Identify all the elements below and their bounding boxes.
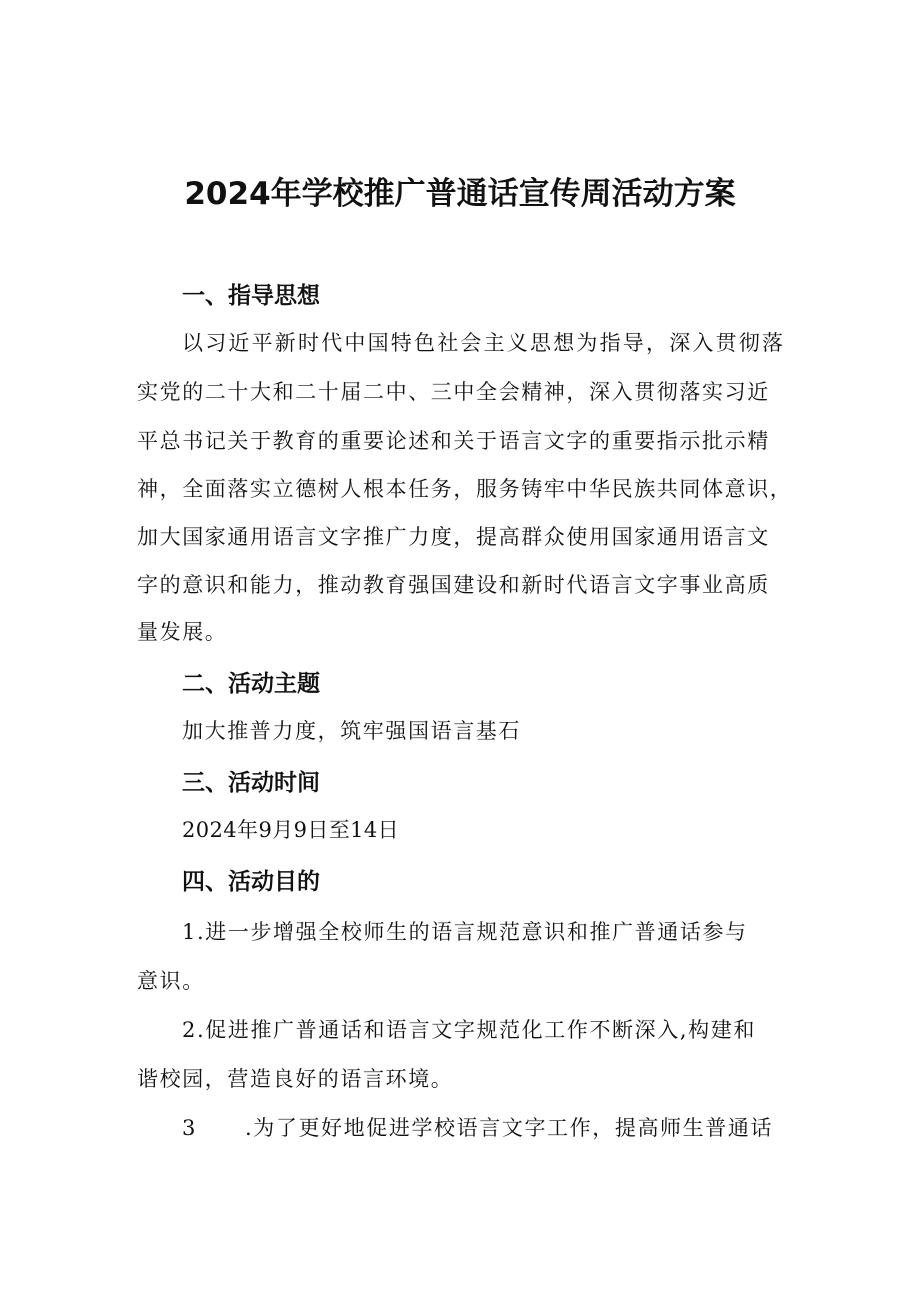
list-item-continuation: 谐校园，营造良好的语言环境。 (137, 1067, 454, 1091)
paragraph-line: 加大国家通用语言文字推广力度，提高群众使用国家通用语言文 (137, 525, 770, 549)
paragraph-line: 以习近平新时代中国特色社会主义思想为指导，深入贯彻落 (182, 331, 786, 355)
paragraph-line: 量发展。 (137, 620, 228, 644)
list-item-number: 1 (182, 920, 197, 944)
section-heading-activity-theme: 二、活动主题 (182, 671, 320, 697)
list-item (182, 917, 748, 947)
activity-time-text: 2024年9月9日至14日 (182, 818, 400, 842)
list-item-number: 2 (182, 1018, 197, 1042)
list-item-text: .为了更好地促进学校语言文字工作，提高师生普通话 (244, 1116, 774, 1140)
paragraph-line: 字的意识和能力，推动教育强国建设和新时代语言文字事业高质 (137, 573, 770, 597)
list-item (182, 1015, 756, 1045)
paragraph-line: 实党的二十大和二十届二中、三中全会精神，深入贯彻落实习近 (137, 380, 770, 404)
list-item-text: .促进推广普通话和语言文字规范化工作不断深入,构建和 (196, 1018, 756, 1042)
list-item-continuation: 意识。 (137, 969, 205, 993)
section-heading-guiding-ideology: 一、指导思想 (182, 283, 320, 309)
paragraph-line: 平总书记关于教育的重要论述和关于语言文字的重要指示批示精 (137, 429, 770, 453)
document-title: 2024年学校推广普通话宣传周活动方案 (184, 176, 736, 212)
activity-theme-text: 加大推普力度，筑牢强国语言基石 (182, 719, 521, 743)
paragraph-line: 神，全面落实立德树人根本任务，服务铸牢中华民族共同体意识， (137, 477, 793, 501)
list-item-text: .进一步增强全校师生的语言规范意识和推广普通话参与 (196, 920, 748, 944)
section-heading-activity-time: 三、活动时间 (182, 770, 320, 796)
list-item (182, 1113, 773, 1143)
section-heading-activity-purpose: 四、活动目的 (182, 869, 320, 895)
list-item-number: 3 (182, 1116, 197, 1140)
